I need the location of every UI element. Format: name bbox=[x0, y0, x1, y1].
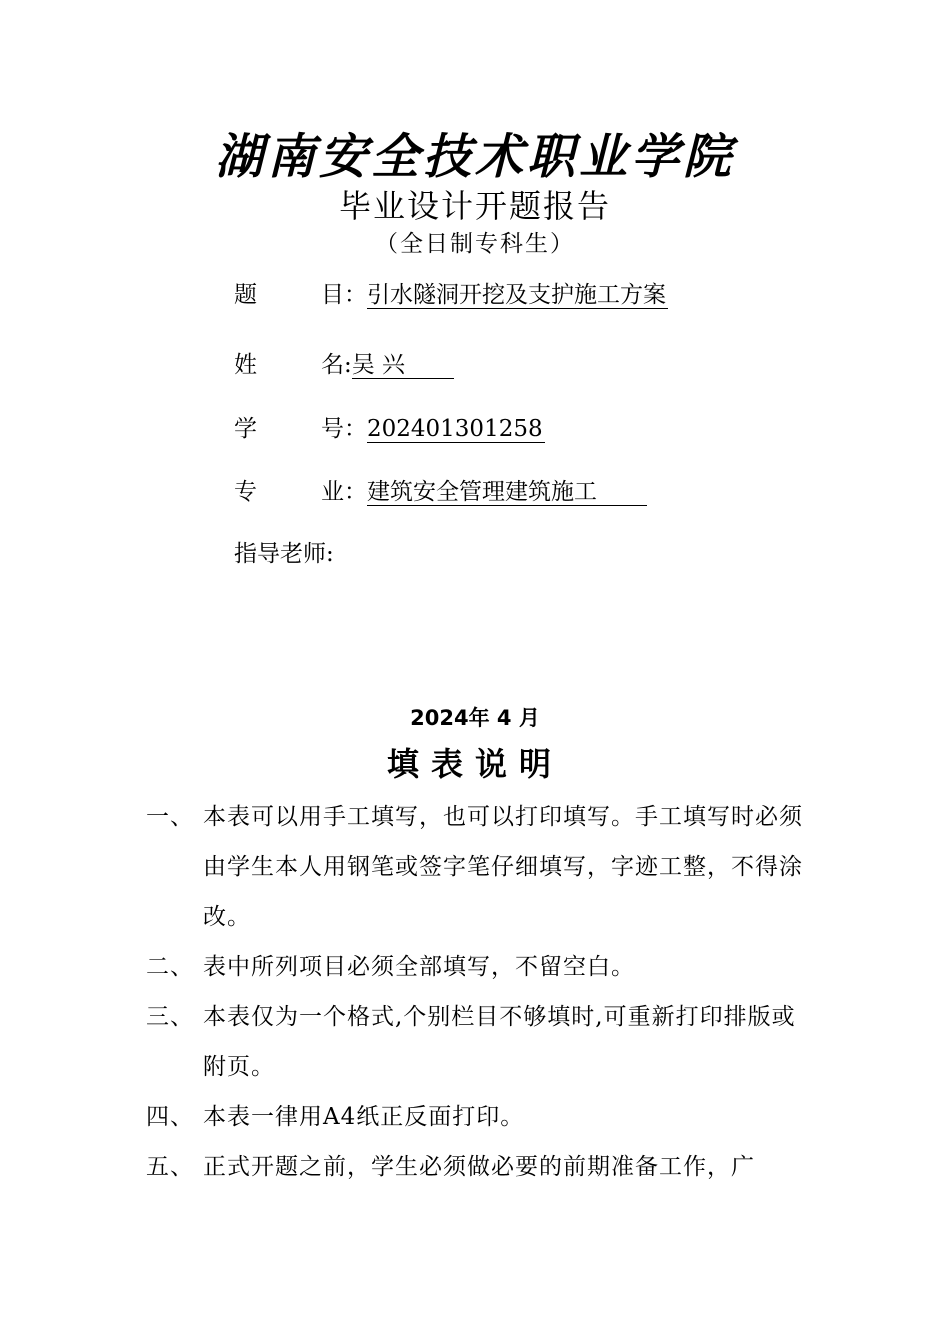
field-label: 姓名 bbox=[234, 352, 344, 378]
item-number: 四、 bbox=[146, 1104, 194, 1130]
field-label: 专业 bbox=[234, 479, 344, 505]
field-label: 指导老师 bbox=[234, 541, 326, 567]
field-advisor: 指导老师: bbox=[234, 541, 334, 567]
field-value: 建筑安全管理建筑施工 bbox=[367, 479, 647, 506]
field-label: 学号 bbox=[234, 416, 344, 442]
instructions-list bbox=[146, 792, 816, 1192]
field-major: 专业：建筑安全管理建筑施工 bbox=[234, 475, 647, 509]
field-name: 姓名:吴 兴 bbox=[234, 348, 454, 382]
item-text: 本表仅为一个格式,个别栏目不够填时,可重新打印排版或附页。 bbox=[203, 1004, 796, 1080]
date: 2024年 4 月 bbox=[410, 706, 540, 730]
field-value: 202401301258 bbox=[367, 416, 543, 442]
item-number: 一、 bbox=[146, 804, 194, 830]
item-number: 二、 bbox=[146, 954, 194, 980]
field-value: 引水隧洞开挖及支护施工方案 bbox=[367, 282, 666, 308]
list-item bbox=[146, 942, 816, 992]
item-text: 正式开题之前，学生必须做必要的前期准备工作，广 bbox=[203, 1154, 755, 1180]
list-item bbox=[146, 1142, 816, 1192]
item-number: 三、 bbox=[146, 1004, 194, 1030]
item-text: 本表可以用手工填写，也可以打印填写。手工填写时必须由学生本人用钢笔或签字笔仔细填写，字迹工整，不得涂改。 bbox=[203, 804, 803, 930]
item-number: 五、 bbox=[146, 1154, 194, 1180]
list-item bbox=[146, 792, 816, 942]
field-value: 吴 兴 bbox=[352, 352, 454, 379]
report-title: 毕业设计开题报告 bbox=[338, 187, 611, 225]
field-student-id: 学号：202401301258 bbox=[234, 412, 545, 446]
report-subtitle: （全日制专科生） bbox=[375, 231, 575, 257]
item-text: 本表一律用A4纸正反面打印。 bbox=[203, 1104, 525, 1130]
list-item bbox=[146, 1092, 816, 1142]
instructions-title: 填表说明 bbox=[386, 745, 563, 783]
school-name: 湖南安全技术职业学院 bbox=[214, 129, 735, 185]
item-text: 表中所列项目必须全部填写，不留空白。 bbox=[203, 954, 635, 980]
list-item bbox=[146, 992, 816, 1092]
field-title: 题目：引水隧洞开挖及支护施工方案 bbox=[234, 278, 668, 312]
field-label: 题目 bbox=[234, 282, 344, 308]
